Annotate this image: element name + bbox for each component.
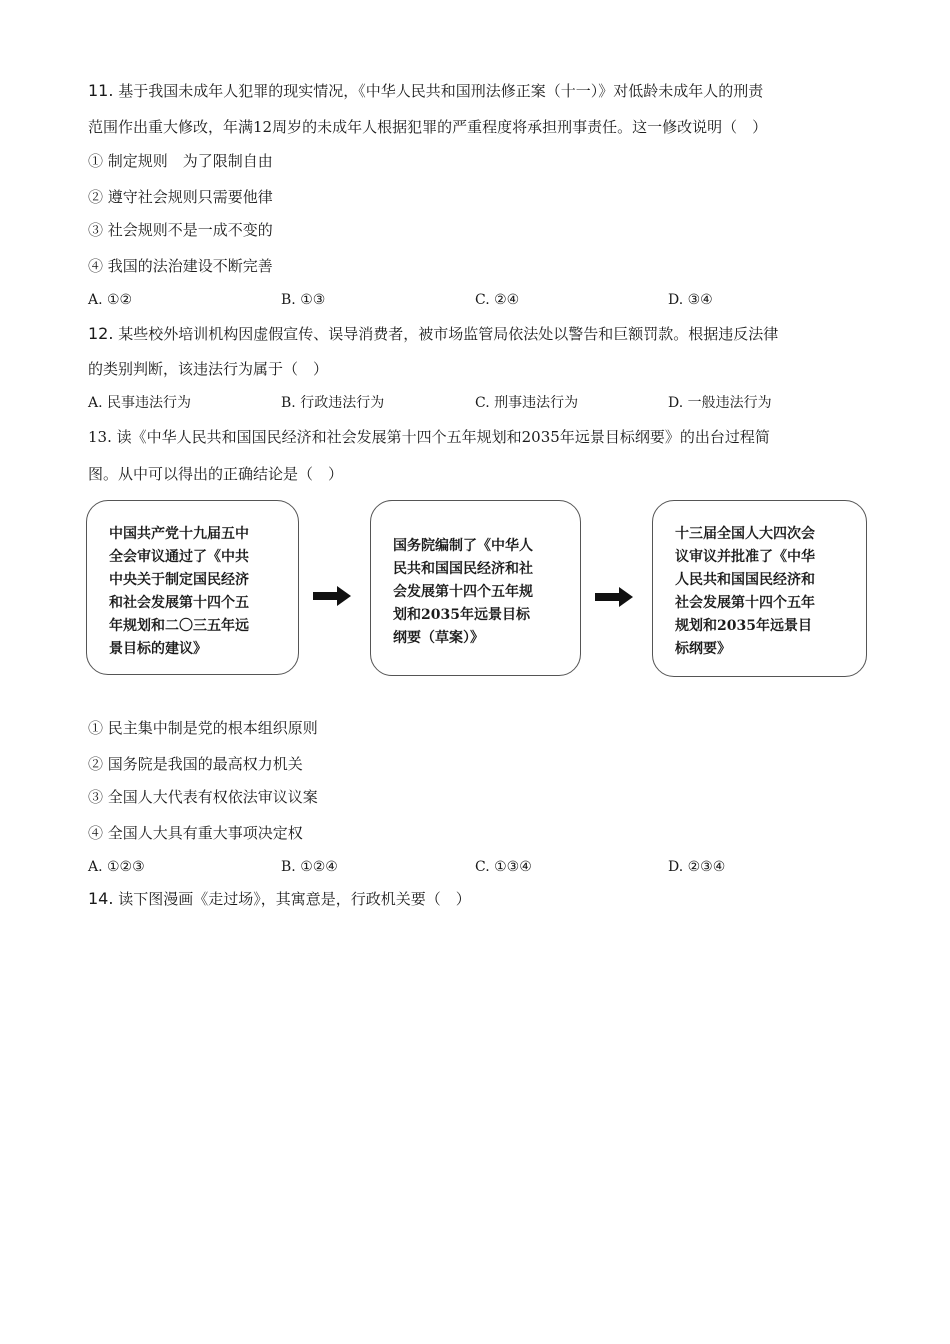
q11-item-1: ① 制定规则 为了限制自由 [88, 152, 273, 170]
q12-option-a[interactable]: A. 民事违法行为 [88, 395, 192, 411]
q13-item-3: ③ 全国人大代表有权依法审议议案 [88, 788, 318, 806]
q13-item-1: ① 民主集中制是党的根本组织原则 [88, 719, 318, 737]
q11-stem-line2: 范围作出重大修改，年满12周岁的未成年人根据犯罪的严重程度将承担刑事责任。这一修改说明（ ） [88, 118, 768, 136]
q13-option-d[interactable]: D. ②③④ [668, 859, 726, 875]
q11-option-c[interactable]: C. ②④ [475, 292, 520, 308]
flow-box-2-line: 纲要（草案）》 [393, 630, 484, 646]
flow-box-3-line: 标纲要》 [675, 641, 731, 657]
flow-box-state-council-draft [370, 500, 581, 676]
flow-box-3-line: 人民共和国国民经济和 [675, 572, 815, 588]
flow-box-1-line: 中国共产党十九届五中 [109, 526, 249, 542]
q13-option-c[interactable]: C. ①③④ [475, 859, 532, 875]
flow-box-3-line: 规划和2035年远景目 [675, 618, 812, 634]
flow-box-1-line: 年规划和二〇三五年远 [109, 618, 249, 634]
q13-item-2: ② 国务院是我国的最高权力机关 [88, 755, 303, 773]
q12-stem-line2: 的类别判断，该违法行为属于（ ） [88, 360, 329, 378]
q14-number: 14. [88, 889, 114, 908]
q14-text-1: 读下图漫画《走过场》，其寓意是，行政机关要（ ） [118, 890, 471, 908]
flow-box-npc-approval [652, 500, 867, 677]
q12-option-b[interactable]: B. 行政违法行为 [281, 395, 385, 411]
flow-box-1-line: 中央关于制定国民经济 [109, 572, 249, 588]
flow-box-2-line: 国务院编制了《中华人 [393, 538, 533, 554]
q11-text-1: 基于我国未成年人犯罪的现实情况，《中华人民共和国刑法修正案（十一）》对低龄未成年人的刑责 [118, 82, 764, 100]
q13-stem-line1 [88, 427, 770, 447]
flow-box-cpc-proposal [86, 500, 299, 675]
q13-option-a[interactable]: A. ①②③ [88, 859, 145, 875]
q13-option-b[interactable]: B. ①②④ [281, 859, 338, 875]
flow-box-1-line: 全会审议通过了《中共 [109, 549, 249, 565]
q11-stem-line1 [88, 81, 763, 101]
q12-stem-line1 [88, 324, 778, 344]
flow-box-2-line: 民共和国国民经济和社 [393, 561, 533, 577]
q11-item-4: ④ 我国的法治建设不断完善 [88, 257, 273, 275]
flow-box-3-line: 议审议并批准了《中华 [675, 549, 815, 565]
q11-option-d[interactable]: D. ③④ [668, 292, 713, 308]
q12-option-c[interactable]: C. 刑事违法行为 [475, 395, 579, 411]
q11-item-2: ② 遵守社会规则只需要他律 [88, 188, 273, 206]
q13-text-1: 读《中华人民共和国国民经济和社会发展第十四个五年规划和2035年远景目标纲要》的出台过程简 [116, 428, 770, 446]
flow-arrow-right-icon [313, 585, 353, 607]
q13-stem-line2: 图。从中可以得出的正确结论是（ ） [88, 465, 344, 483]
q11-number: 11. [88, 81, 114, 100]
flow-box-3-line: 社会发展第十四个五年 [675, 595, 815, 611]
q13-item-4: ④ 全国人大具有重大事项决定权 [88, 824, 303, 842]
flow-arrow-right-icon [595, 586, 635, 608]
flow-box-1-line: 景目标的建议》 [109, 641, 207, 657]
flow-box-1-line: 和社会发展第十四个五 [109, 595, 249, 611]
q11-option-a[interactable]: A. ①② [88, 292, 133, 308]
q11-option-b[interactable]: B. ①③ [281, 292, 326, 308]
flow-box-3-line: 十三届全国人大四次会 [675, 526, 815, 542]
flow-box-2-line: 划和2035年远景目标 [393, 607, 530, 623]
q12-text-1: 某些校外培训机构因虚假宣传、误导消费者，被市场监管局依法处以警告和巨额罚款。根据违反法律 [118, 325, 779, 343]
flow-box-2-line: 会发展第十四个五年规 [393, 584, 533, 600]
q13-number: 13. [88, 428, 112, 446]
q12-number: 12. [88, 324, 114, 343]
q11-item-3: ③ 社会规则不是一成不变的 [88, 221, 273, 239]
q14-stem-line1 [88, 889, 471, 909]
q12-option-d[interactable]: D. 一般违法行为 [668, 395, 772, 411]
